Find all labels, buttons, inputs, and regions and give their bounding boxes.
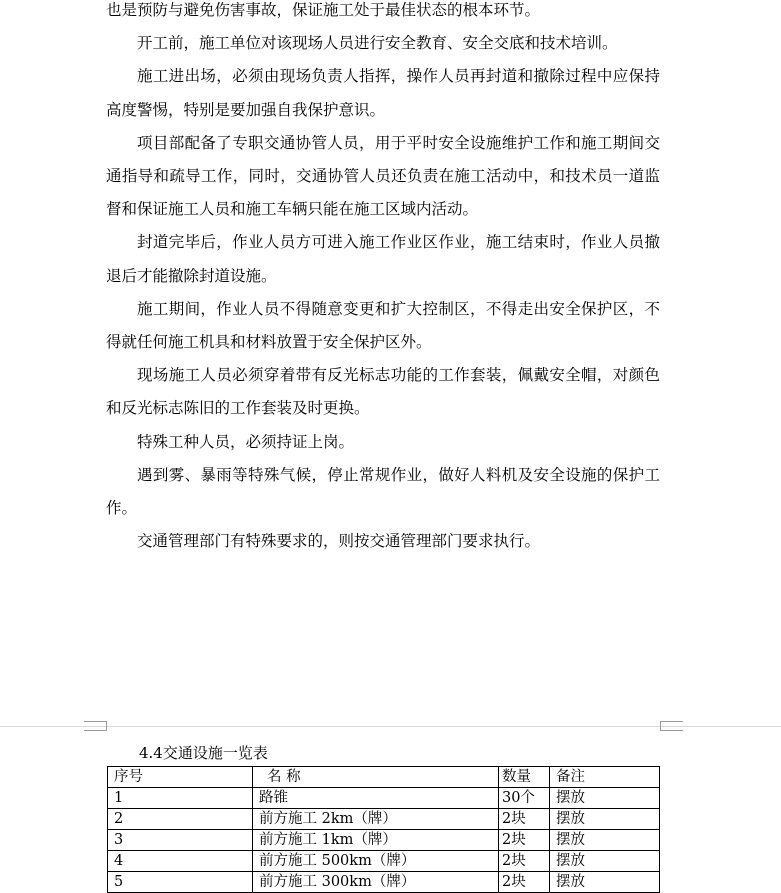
cell-number: 3	[108, 830, 253, 851]
cell-number: 5	[108, 872, 253, 893]
cell-remark: 摆放	[550, 830, 660, 851]
cell-remark: 摆放	[550, 851, 660, 872]
cell-remark: 摆放	[550, 809, 660, 830]
cell-number: 4	[108, 851, 253, 872]
paragraph: 特殊工种人员，必须持证上岗。	[137, 432, 355, 451]
cell-number: 1	[108, 788, 253, 809]
margin-corner-mark-right	[660, 721, 683, 731]
section-title: 4.4交通设施一览表	[139, 744, 268, 762]
cell-name: 路锥	[253, 788, 499, 809]
cell-quantity: 30个	[499, 788, 550, 809]
paragraph: 开工前，施工单位对该现场人员进行安全教育、安全交底和技术培训。	[137, 34, 618, 53]
cell-remark: 摆放	[550, 788, 660, 809]
cell-name: 前方施工 2km（牌）	[253, 809, 499, 830]
cell-name: 前方施工 300km（牌）	[253, 872, 499, 893]
traffic-facility-table	[107, 766, 660, 893]
header-cell-quantity: 数量	[499, 767, 550, 788]
table-row	[108, 788, 660, 809]
cell-quantity: 2块	[499, 851, 550, 872]
paragraph: 遇到雾、暴雨等特殊气候，停止常规作业，做好人料机及安全设施的保护工作。	[106, 465, 660, 518]
table-row	[108, 851, 660, 872]
paragraph: 封道完毕后，作业人员方可进入施工作业区作业，施工结束时，作业人员撤退后才能撤除封道设施。	[106, 233, 660, 285]
cell-quantity: 2块	[499, 809, 550, 830]
cell-quantity: 2块	[499, 872, 550, 893]
paragraph: 项目部配备了专职交通协管人员，用于平时安全设施维护工作和施工期间交通指导和疏导工作，同时，交通协管人员还负责在施工活动中，和技术员一道监督和保证施工人员和施工车辆只能在施工区域内活动。	[106, 133, 660, 219]
paragraph: 交通管理部门有特殊要求的，则按交通管理部门要求执行。	[137, 532, 541, 551]
table-row	[108, 872, 660, 893]
cell-name: 前方施工 500km（牌）	[253, 851, 499, 872]
margin-corner-mark-left	[84, 721, 107, 731]
paragraph: 施工期间，作业人员不得随意变更和扩大控制区，不得走出安全保护区，不得就任何施工机具和材料放置于安全保护区外。	[106, 299, 660, 352]
cell-quantity: 2块	[499, 830, 550, 851]
table-row	[108, 830, 660, 851]
table-row	[108, 809, 660, 830]
header-cell-name: 名 称	[253, 767, 499, 788]
paragraph: 现场施工人员必须穿着带有反光标志功能的工作套装，佩戴安全帽，对颜色和反光标志陈旧的工作套装及时更换。	[106, 366, 660, 418]
body-text	[106, 0, 660, 558]
cell-name: 前方施工 1km（牌）	[253, 830, 499, 851]
header-cell-number: 序号	[108, 767, 253, 788]
cell-remark: 摆放	[550, 872, 660, 893]
paragraph: 也是预防与避免伤害事故，保证施工处于最佳状态的根本环节。	[106, 1, 541, 19]
paragraph: 施工进出场，必须由现场负责人指挥，操作人员再封道和撤除过程中应保持高度警惕，特别是要加强自我保护意识。	[106, 67, 660, 119]
header-cell-remark: 备注	[550, 767, 660, 788]
cell-number: 2	[108, 809, 253, 830]
table-header-row	[108, 767, 660, 788]
